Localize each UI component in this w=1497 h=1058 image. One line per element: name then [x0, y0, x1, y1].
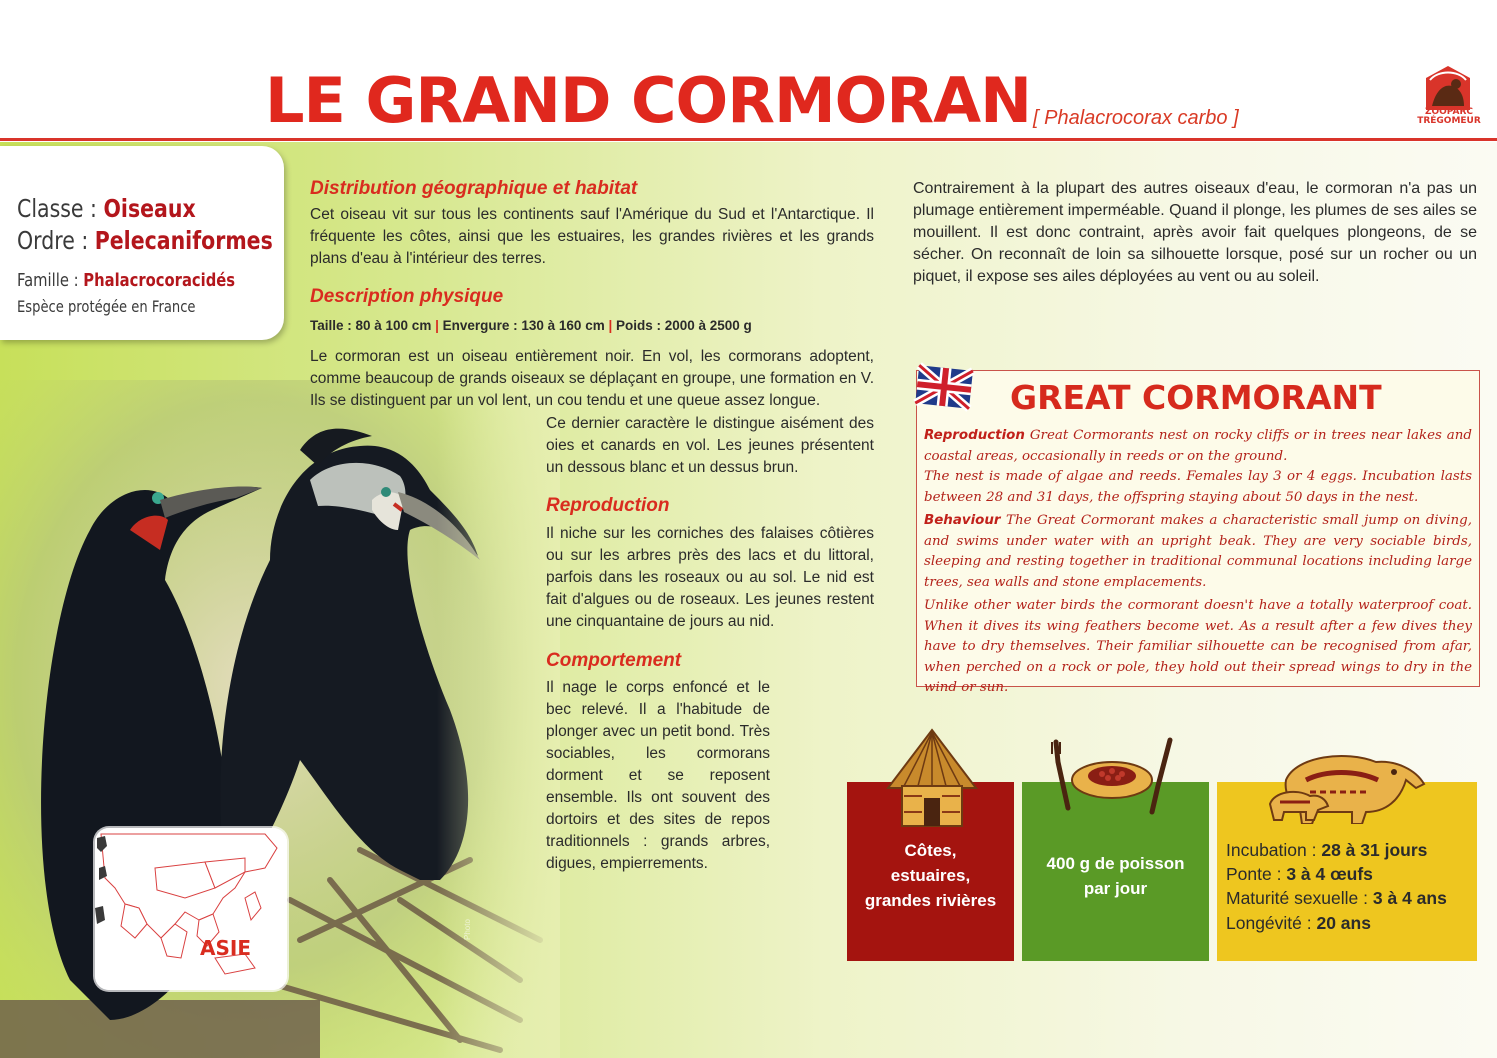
english-behaviour-text-1: The Great Cormorant makes a characteristic small jump on diving, and swims under water with an upright beak. They are very sociable birds, sleeping and resting together in traditional communal locations including large trees, sea walls and stone emplacements.	[924, 513, 1472, 590]
comportement-heading: Comportement	[546, 650, 682, 671]
description-text-1: Le cormoran est un oiseau entièrement noir. En vol, les cormorans adoptent, comme beaucoup de grands oiseaux se déplaçant en groupe, une formation en V. Ils se distinguent par un vol lent, un cou tendu et une queue assez longue.	[310, 348, 874, 409]
distribution-text: Cet oiseau vit sur tous les continents sauf l'Amérique du Sud et l'Antarctique. Il fréquente les côtes, ainsi que les estuaires, les grandes rivières et les grands plans d'eau à l'intérieur des terres.	[310, 206, 874, 267]
svg-text:Photo: Photo	[463, 919, 472, 940]
maturite-value: 3 à 4 ans	[1372, 888, 1447, 908]
map-label: ASIE	[200, 936, 251, 960]
english-reproduction-paragraph	[924, 426, 1472, 467]
food-line-2: par jour	[1083, 879, 1148, 898]
maturite-label: Maturité sexuelle :	[1226, 888, 1373, 908]
longevite-line	[1226, 913, 1371, 934]
poids-value: Poids : 2000 à 2500 g	[615, 318, 752, 333]
habitat-line-3: grandes rivières	[864, 891, 997, 910]
plumage-text: Contrairement à la plupart des autres oiseaux d'eau, le cormoran n'a pas un plumage entièrement imperméable. Quand il plonge, les plumes de ses ailes se mouillent. Il est donc contraint, après avoir fait quelques plongeons, de se sécher. On reconnaît de loin sa silhouette lorsque, posé sur un rocher ou un piquet, il expose ses ailes déployées au vent ou au soleil.	[913, 180, 1477, 285]
ponte-label: Ponte :	[1226, 864, 1287, 884]
habitat-card-text	[847, 838, 1014, 913]
english-reproduction-label: Reproduction	[924, 428, 1025, 443]
english-behaviour-label: Behaviour	[924, 513, 1001, 528]
taille-value: Taille : 80 à 100 cm	[310, 318, 432, 333]
incubation-label: Incubation :	[1226, 840, 1322, 860]
classe-label: Classe :	[17, 194, 104, 223]
reproduction-heading: Reproduction	[546, 495, 670, 516]
envergure-value: Envergure : 130 à 160 cm	[442, 318, 605, 333]
header-divider	[0, 138, 1497, 141]
english-reproduction-text-2: The nest is made of algae and reeds. Females lay 3 or 4 eggs. Incubation lasts between 28 and 31 days, the offspring staying about 50 days in the nest.	[924, 469, 1472, 505]
description-heading: Description physique	[310, 286, 504, 307]
incubation-value: 28 à 31 jours	[1321, 840, 1428, 860]
measurements-line: Taille : 80 à 100 cm | Envergure : 130 à 160 cm | Poids : 2000 à 2500 g	[310, 318, 752, 333]
reproduction-text: Il niche sur les corniches des falaises côtières ou sur les arbres près des lacs et du littoral, parfois dans les roseaux ou au sol. Le nid est fait d'algues ou de roseaux. Les jeunes restent une cinquantaine de jours au nid.	[546, 525, 874, 630]
english-title: GREAT CORMORANT	[1010, 378, 1382, 417]
classification-box	[0, 146, 284, 340]
distribution-heading: Distribution géographique et habitat	[310, 178, 638, 199]
comportement-text: Il nage le corps enfoncé et le bec relevé. Il a l'habitude de plonger avec un petit bond. Très sociables, les cormorans dorment et se reposent ensemble. Ils ont souvent des dortoirs et des sites de repos traditionnels : grands arbres, digues, empierrements.	[546, 679, 770, 872]
asia-map	[95, 828, 287, 990]
animal-family-icon	[1266, 740, 1432, 824]
food-card-text	[1022, 851, 1209, 901]
food-plate-icon	[1046, 736, 1178, 816]
english-behaviour-text-2: Unlike other water birds the cormorant doesn't have a totally waterproof coat. When it dives its wing feathers become wet. As a result after a few dives they have to dry themselves. Their familiar silhouette can be recognised from afar, when perched on a rock or pole, they hold out their spread wings to dry in the wind or sun.	[924, 598, 1472, 695]
classe-line	[17, 194, 196, 223]
protection-status: Espèce protégée en France	[17, 297, 196, 316]
maturite-line	[1226, 888, 1447, 909]
longevite-label: Longévité :	[1226, 913, 1317, 933]
ordre-label: Ordre :	[17, 226, 95, 255]
ponte-value: 3 à 4 œufs	[1286, 864, 1373, 884]
food-line-1: 400 g de poisson	[1046, 854, 1185, 873]
description-text-2: Ce dernier caractère le distingue aisément des oies et canards en vol. Les jeunes présentent un dessous blanc et un dessus brun.	[546, 415, 874, 476]
famille-line	[17, 270, 235, 291]
uk-flag-icon	[913, 362, 975, 414]
hut-icon	[884, 726, 980, 830]
incubation-line	[1226, 840, 1427, 861]
ponte-line	[1226, 864, 1373, 885]
habitat-line-2: estuaires,	[890, 866, 971, 885]
logo-text: ZOOPARC TRÉGOMEUR	[1417, 107, 1481, 126]
english-reproduction-text-1: Great Cormorants nest on rocky cliffs or in trees near lakes and coastal areas, occasionally in reeds or on the ground.	[924, 428, 1472, 464]
ordre-line	[17, 226, 273, 255]
ordre-value: Pelecaniformes	[94, 226, 273, 255]
english-behaviour-paragraph	[924, 511, 1472, 593]
famille-value: Phalacrocoracidés	[83, 270, 236, 291]
longevite-value: 20 ans	[1316, 913, 1371, 933]
famille-label: Famille :	[17, 270, 84, 291]
habitat-line-1: Côtes,	[904, 841, 957, 860]
latin-name: [ Phalacrocorax carbo ]	[1033, 107, 1239, 129]
classe-value: Oiseaux	[103, 194, 196, 223]
page-title: LE GRAND CORMORAN	[265, 64, 1031, 137]
